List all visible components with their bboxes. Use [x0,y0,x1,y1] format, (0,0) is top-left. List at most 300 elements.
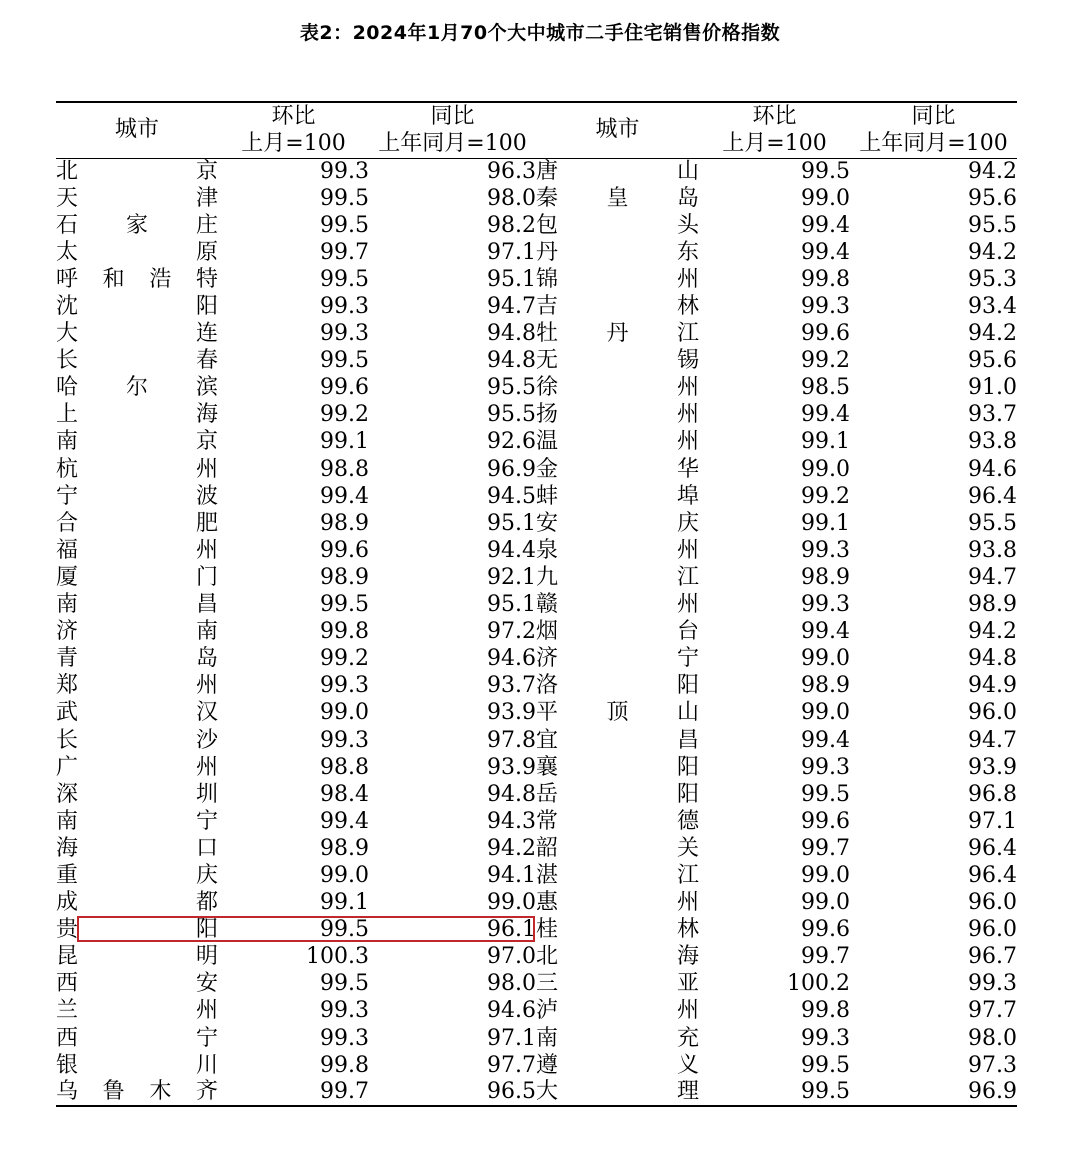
mom-value: 99.5 [801,1052,850,1078]
city-cell [56,212,218,239]
yoy-value: 95.3 [968,266,1017,292]
yoy-value: 98.9 [968,592,1017,618]
city-char: 庆 [676,510,699,536]
yoy-value: 96.4 [968,862,1017,888]
mom-value: 99.0 [320,862,369,888]
city-char: 口 [195,835,218,861]
city-cell [56,375,218,402]
mom-value: 99.3 [801,294,850,320]
city-cell [536,348,699,375]
city-cell [536,808,699,835]
table-row [56,537,1017,564]
table-row [56,673,1017,700]
city-char: 吉 [536,294,559,320]
mom-value: 99.6 [320,537,369,563]
yoy-value: 97.1 [487,239,536,265]
city-char: 沈 [56,294,79,320]
city-char: 南 [56,808,79,834]
city-cell [536,321,699,348]
city-cell [56,781,218,808]
table-row [56,510,1017,537]
city-char: 北 [56,158,79,184]
city-name [536,1053,699,1079]
city-name [536,890,699,916]
mom-value: 99.5 [699,1079,850,1106]
table-row [56,781,1017,808]
city-name [56,538,218,564]
city-cell [536,293,699,320]
city-cell [56,998,218,1025]
city-cell [56,348,218,375]
city-name [56,700,218,726]
mom-value: 99.1 [320,429,369,455]
city-name [536,917,699,943]
city-name [56,321,218,347]
yoy-value: 94.7 [968,564,1017,590]
yoy-value: 94.3 [487,808,536,834]
city-cell [536,673,699,700]
yoy-value: 97.7 [487,1052,536,1078]
table-row [56,646,1017,673]
city-cell [56,835,218,862]
city-name [56,1053,218,1079]
city-char: 鲁 [102,1079,125,1105]
yoy-value: 93.9 [968,754,1017,780]
city-char: 成 [56,890,79,916]
mom-value: 99.3 [801,592,850,618]
yoy-value: 92.1 [487,564,536,590]
city-name [536,998,699,1024]
mom-value: 99.3 [320,673,369,699]
mom-value: 99.6 [801,808,850,834]
yoy-value: 97.2 [487,619,536,645]
mom-value: 99.8 [801,998,850,1024]
city-cell [536,483,699,510]
city-char: 北 [536,944,559,970]
city-name [56,619,218,645]
city-char: 秦 [536,185,559,211]
city-cell [536,646,699,673]
city-char: 锦 [536,266,559,292]
city-char: 州 [195,673,218,699]
city-name [536,592,699,618]
city-name [536,240,699,266]
city-cell [536,239,699,266]
yoy-value: 93.7 [487,673,536,699]
city-char: 烟 [536,619,559,645]
yoy-value: 99.3 [968,971,1017,997]
city-char: 江 [676,321,699,347]
yoy-value: 94.2 [968,619,1017,645]
city-char: 林 [676,917,699,943]
yoy-value: 94.2 [968,158,1017,184]
mom-value: 99.6 [801,917,850,943]
city-char: 三 [536,971,559,997]
city-name [536,159,699,185]
city-char: 尔 [125,375,148,401]
city-char: 南 [536,1025,559,1051]
table-row [56,700,1017,727]
city-name [56,402,218,428]
mom-base-left: 上月=100 [218,130,369,158]
mom-value: 99.5 [320,348,369,374]
city-char: 阳 [676,781,699,807]
city-char: 东 [676,239,699,265]
city-char: 肥 [195,510,218,536]
city-cell [536,375,699,402]
mom-value: 99.7 [801,944,850,970]
mom-header-left: 环比 [218,102,369,130]
city-name [56,429,218,455]
city-name [536,1079,699,1105]
mom-value: 99.2 [320,646,369,672]
city-char: 波 [195,483,218,509]
mom-value: 99.8 [801,266,850,292]
city-char: 亚 [676,971,699,997]
city-name [536,565,699,591]
city-name [536,186,699,212]
city-char: 华 [676,456,699,482]
city-cell [56,808,218,835]
mom-value: 99.3 [320,294,369,320]
city-char: 州 [676,375,699,401]
city-char: 州 [676,537,699,563]
city-cell [56,727,218,754]
city-char: 西 [56,1025,79,1051]
city-char: 桂 [536,917,559,943]
city-char: 郑 [56,673,79,699]
city-char: 银 [56,1052,79,1078]
table-row [56,727,1017,754]
yoy-value: 92.6 [487,429,536,455]
city-char: 岳 [536,781,559,807]
city-cell [56,1079,218,1106]
city-char: 合 [56,510,79,536]
yoy-value: 98.0 [487,971,536,997]
city-cell [56,944,218,971]
mom-value: 99.3 [320,727,369,753]
city-cell [56,619,218,646]
mom-value: 99.4 [801,239,850,265]
mom-value: 99.7 [218,1079,369,1106]
mom-value: 99.2 [320,402,369,428]
city-cell [536,402,699,429]
table-row [56,1052,1017,1079]
table-row [56,293,1017,320]
city-name [56,728,218,754]
city-name [536,511,699,537]
yoy-value: 96.5 [369,1079,536,1106]
city-char: 州 [676,429,699,455]
city-cell [56,1052,218,1079]
city-cell [56,646,218,673]
yoy-value: 94.8 [487,321,536,347]
mom-value: 98.8 [320,754,369,780]
city-char: 扬 [536,402,559,428]
mom-value: 99.4 [801,212,850,238]
city-cell [56,700,218,727]
city-char: 泸 [536,998,559,1024]
city-char: 海 [56,835,79,861]
yoy-value: 95.5 [487,375,536,401]
city-char: 浩 [149,266,172,292]
city-char: 川 [195,1052,218,1078]
city-cell [536,510,699,537]
city-char: 津 [195,185,218,211]
city-name [536,646,699,672]
city-char: 阳 [676,673,699,699]
city-name [536,728,699,754]
table-row [56,212,1017,239]
city-char: 滨 [195,375,218,401]
mom-value: 99.3 [320,1025,369,1051]
table-row [56,592,1017,619]
city-name [56,294,218,320]
table-row [56,862,1017,889]
yoy-value: 94.2 [968,239,1017,265]
yoy-value: 97.7 [968,998,1017,1024]
yoy-value: 94.4 [487,537,536,563]
table-row [56,456,1017,483]
city-name [56,511,218,537]
city-cell [536,185,699,212]
city-char: 台 [676,619,699,645]
mom-value: 99.4 [801,619,850,645]
city-char: 南 [56,429,79,455]
table-row [56,483,1017,510]
yoy-value: 94.1 [487,862,536,888]
yoy-value: 94.7 [487,294,536,320]
city-char: 明 [195,944,218,970]
city-cell [56,971,218,998]
yoy-value: 95.1 [487,266,536,292]
yoy-base-left: 上年同月=100 [369,130,536,158]
table-row [56,1079,1017,1106]
city-cell [536,754,699,781]
mom-value: 99.0 [801,700,850,726]
city-char: 州 [195,537,218,563]
table-row [56,239,1017,266]
city-name [56,998,218,1024]
city-char: 齐 [195,1079,218,1105]
city-cell [536,456,699,483]
city-char: 宁 [56,483,79,509]
yoy-value: 97.3 [968,1052,1017,1078]
city-char: 石 [56,212,79,238]
city-char: 九 [536,564,559,590]
city-name [56,1079,218,1105]
mom-value: 98.9 [320,835,369,861]
city-char: 平 [536,700,559,726]
city-char: 大 [536,1079,559,1105]
city-char: 岛 [676,185,699,211]
yoy-value: 95.6 [968,185,1017,211]
table-row [56,564,1017,591]
city-char: 武 [56,700,79,726]
city-name [56,1026,218,1052]
mom-value: 99.7 [801,835,850,861]
city-char: 哈 [56,375,79,401]
yoy-value: 95.5 [968,212,1017,238]
city-name [536,484,699,510]
city-cell [56,592,218,619]
city-char: 深 [56,781,79,807]
city-char: 头 [676,212,699,238]
city-char: 长 [56,348,79,374]
city-char: 蚌 [536,483,559,509]
city-cell [536,862,699,889]
city-char: 锡 [676,348,699,374]
city-char: 济 [56,619,79,645]
city-char: 和 [102,266,125,292]
city-char: 宁 [195,808,218,834]
yoy-value: 94.2 [968,321,1017,347]
city-char: 德 [676,808,699,834]
mom-value: 99.2 [801,483,850,509]
city-char: 温 [536,429,559,455]
yoy-value: 95.1 [487,510,536,536]
city-name [536,863,699,889]
city-char: 贵 [56,917,79,943]
city-name [56,755,218,781]
yoy-value: 94.9 [968,673,1017,699]
yoy-value: 94.6 [487,646,536,672]
city-cell [56,537,218,564]
city-cell [536,564,699,591]
yoy-value: 95.1 [487,592,536,618]
city-name [536,944,699,970]
city-cell [56,890,218,917]
city-cell [56,429,218,456]
yoy-value: 94.6 [487,998,536,1024]
city-name [56,782,218,808]
yoy-value: 94.6 [968,456,1017,482]
yoy-value: 97.1 [968,808,1017,834]
city-char: 汉 [195,700,218,726]
city-char: 州 [195,998,218,1024]
yoy-header-left: 同比 [369,102,536,130]
city-char: 常 [536,808,559,834]
city-char: 州 [676,998,699,1024]
city-char: 上 [56,402,79,428]
mom-value: 98.8 [320,456,369,482]
city-name [56,348,218,374]
table-row [56,375,1017,402]
mom-value: 99.3 [320,998,369,1024]
city-cell [536,835,699,862]
yoy-value: 98.0 [968,1025,1017,1051]
header-row-1 [56,102,1017,130]
city-char: 大 [56,321,79,347]
city-cell [56,158,218,185]
table-title: 表2：2024年1月70个大中城市二手住宅销售价格指数 [299,22,781,44]
city-cell [56,564,218,591]
city-char: 沙 [195,727,218,753]
yoy-header-right: 同比 [850,102,1017,130]
city-name [536,836,699,862]
mom-value: 99.3 [801,754,850,780]
city-name [56,863,218,889]
city-char: 阳 [195,917,218,943]
yoy-value: 94.5 [487,483,536,509]
mom-value: 98.9 [320,564,369,590]
table-row [56,321,1017,348]
city-cell [536,917,699,944]
city-char: 家 [125,212,148,238]
city-char: 连 [195,321,218,347]
city-char: 西 [56,971,79,997]
city-char: 金 [536,456,559,482]
city-name [56,375,218,401]
city-cell [536,429,699,456]
mom-value: 99.4 [320,808,369,834]
city-char: 南 [56,592,79,618]
city-char: 州 [676,266,699,292]
city-name [56,673,218,699]
city-name [536,755,699,781]
city-char: 南 [195,619,218,645]
city-name [536,321,699,347]
city-char: 呼 [56,266,79,292]
yoy-value: 97.8 [487,727,536,753]
yoy-base-right: 上年同月=100 [850,130,1017,158]
city-char: 牡 [536,321,559,347]
city-cell [536,158,699,185]
mom-value: 98.4 [320,781,369,807]
city-char: 无 [536,348,559,374]
city-char: 关 [676,835,699,861]
city-cell [56,917,218,944]
city-name [56,484,218,510]
city-name [536,971,699,997]
city-char: 林 [676,294,699,320]
mom-value: 99.1 [801,510,850,536]
mom-value: 100.2 [787,971,850,997]
city-char: 阳 [676,754,699,780]
city-name [536,294,699,320]
yoy-value: 96.9 [487,456,536,482]
table-row [56,998,1017,1025]
city-char: 昌 [195,592,218,618]
table-row [56,185,1017,212]
mom-value: 99.5 [320,917,369,943]
city-char: 春 [195,348,218,374]
table-row [56,835,1017,862]
table-row [56,266,1017,293]
city-char: 长 [56,727,79,753]
city-name [56,186,218,212]
mom-value: 99.4 [801,402,850,428]
city-char: 江 [676,862,699,888]
mom-value: 99.5 [320,592,369,618]
mom-value: 98.9 [320,510,369,536]
city-name [56,267,218,293]
mom-value: 98.9 [801,564,850,590]
city-cell [536,700,699,727]
mom-value: 99.3 [320,158,369,184]
yoy-value: 95.6 [968,348,1017,374]
mom-value: 99.0 [801,890,850,916]
city-cell [536,1052,699,1079]
city-char: 太 [56,239,79,265]
city-cell [56,673,218,700]
mom-value: 99.5 [320,266,369,292]
city-char: 安 [536,510,559,536]
city-cell [536,212,699,239]
city-char: 洛 [536,673,559,699]
mom-value: 99.5 [801,158,850,184]
mom-value: 99.1 [801,429,850,455]
